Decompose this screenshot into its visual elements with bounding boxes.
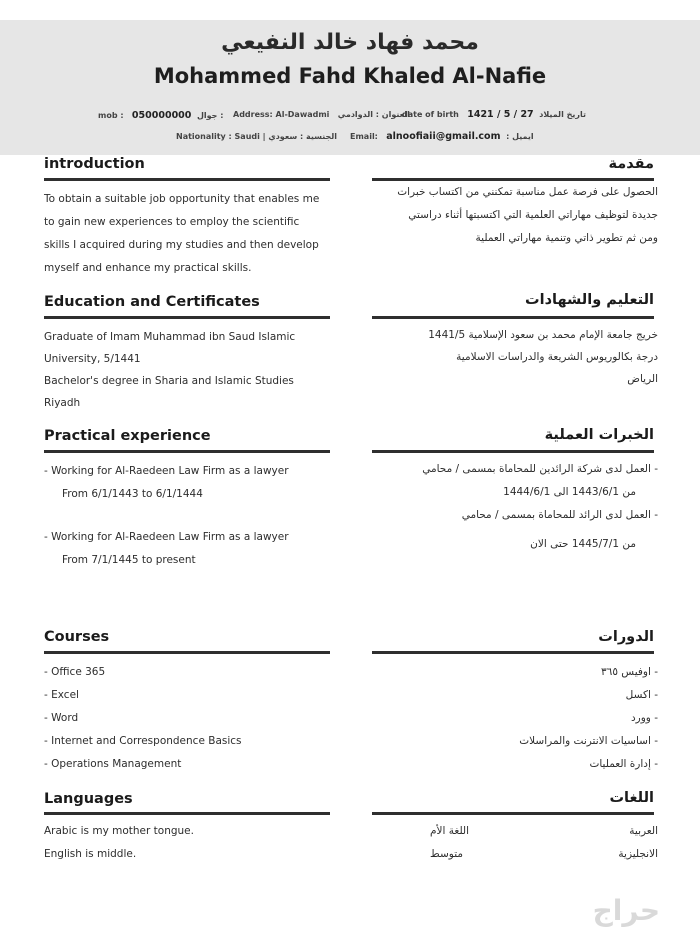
email-info: [350, 131, 534, 142]
courses-heading-ar: الدورات: [598, 629, 654, 645]
languages-rule: [44, 812, 330, 815]
course-item: - Internet and Correspondence Basics: [44, 735, 242, 747]
course-item: - اكسل: [625, 689, 658, 701]
dob-info: [402, 109, 586, 120]
course-item: - وورد: [630, 712, 658, 724]
experience-date: From 6/1/1443 to 6/1/1444: [62, 488, 203, 500]
experience-item: - Working for Al-Raedeen Law Firm as a lawyer: [44, 465, 289, 477]
text-line: Bachelor's degree in Sharia and Islamic Studies: [44, 375, 294, 387]
experience-heading-ar: الخبرات العملية: [544, 427, 654, 443]
email-label: Email:: [350, 132, 378, 141]
mobile-value: 050000000: [131, 110, 192, 121]
text-line: Graduate of Imam Muhammad ibn Saud Islamic: [44, 331, 296, 343]
experience-rule-ar: [372, 450, 654, 453]
experience-item: - العمل لدى شركة الرائدين للمحاماة بمسمى / محامي: [422, 463, 658, 475]
dob-value: 1421 / 5 / 27: [467, 109, 534, 120]
language-level: اللغة الأم: [430, 825, 470, 837]
text-line: الحصول على فرصة عمل مناسبة تمكنني من اكتساب خبرات: [397, 186, 658, 198]
watermark-logo: حراج: [592, 894, 660, 927]
course-item: - اوفيس ٣٦٥: [601, 666, 658, 678]
course-item: - إدارة العمليات: [589, 758, 658, 770]
text-line: University, 5/1441: [44, 353, 141, 365]
introduction-heading: introduction: [44, 156, 145, 172]
text-line: الرياض: [627, 373, 658, 385]
education-text: [44, 326, 334, 414]
experience-date: من 1443/6/1 الى 1444/6/1: [503, 486, 636, 498]
mobile-label-ar: جوال :: [196, 111, 224, 120]
education-heading-ar: التعليم والشهادات: [525, 292, 654, 308]
courses-heading: Courses: [44, 629, 110, 645]
language-line: English is middle.: [44, 848, 137, 860]
languages-rule-ar: [372, 812, 654, 815]
text-line: جديدة لتوظيف مهاراتي العلمية التي اكتسبتها أثناء دراستي: [408, 209, 658, 221]
language-line: Arabic is my mother tongue.: [44, 825, 194, 837]
language-row: [430, 820, 658, 843]
experience-list: [44, 460, 334, 572]
text-line: to gain new experiences to employ the scientific: [44, 216, 300, 228]
text-line: ومن ثم تطوير ذاتي وتنمية مهاراتي العملية: [475, 232, 658, 244]
languages-text: [44, 820, 334, 866]
text-line: Riyadh: [44, 397, 81, 409]
email-value: alnoofiaii@gmail.com: [386, 131, 501, 142]
courses-rule-ar: [372, 651, 654, 654]
text-line: skills I acquired during my studies and then develop: [44, 239, 319, 251]
introduction-text-ar: [372, 181, 658, 250]
dob-label: date of birth: [402, 110, 459, 119]
name-arabic: محمد فهاد خالد النفيعي: [221, 30, 479, 55]
introduction-heading-ar: مقدمة: [608, 156, 654, 172]
course-item: - Office 365: [44, 666, 106, 678]
name-english: Mohammed Fahd Khaled Al-Nafie: [153, 64, 547, 88]
language-name: الانجليزية: [618, 848, 658, 860]
courses-rule: [44, 651, 330, 654]
email-label-ar: : ايميل: [506, 132, 534, 141]
courses-list-ar: [372, 661, 658, 776]
experience-date: من 1445/7/1 حتى الان: [530, 538, 636, 550]
dob-label-ar: تاريخ الميلاد: [539, 110, 586, 119]
experience-heading: Practical experience: [44, 428, 211, 444]
introduction-rule: [44, 178, 330, 181]
language-row: [430, 843, 658, 866]
text-line: درجة بكالوريوس الشريعة والدراسات الاسلامية: [456, 351, 658, 363]
experience-item: - العمل لدى الرائد للمحاماة بمسمى / محامي: [461, 509, 658, 521]
text-line: To obtain a suitable job opportunity that enables me: [44, 193, 320, 205]
courses-list: [44, 661, 334, 776]
experience-date: From 7/1/1445 to present: [62, 554, 196, 566]
education-rule: [44, 316, 330, 319]
mobile-label: mob :: [98, 111, 124, 120]
address-label-ar: العنوان : الدوادمي: [337, 110, 410, 119]
course-item: - Operations Management: [44, 758, 182, 770]
course-item: - Word: [44, 712, 79, 724]
course-item: - Excel: [44, 689, 79, 701]
education-text-ar: [372, 324, 658, 390]
text-line: خريج جامعة الإمام محمد بن سعود الإسلامية 1441/5: [428, 329, 658, 341]
experience-list-ar: [372, 458, 658, 556]
nationality-info: Nationality : Saudi | الجنسية : سعودي: [176, 132, 337, 141]
education-rule-ar: [372, 316, 654, 319]
introduction-text: [44, 188, 334, 280]
languages-text-ar: [430, 820, 658, 866]
experience-rule: [44, 450, 330, 453]
mobile-info: [98, 110, 223, 121]
address-label: Address: Al-Dawadmi: [233, 110, 330, 119]
language-level: متوسط: [430, 848, 463, 860]
address-info: [233, 110, 410, 119]
education-heading: Education and Certificates: [44, 294, 260, 310]
languages-heading: Languages: [44, 791, 133, 807]
text-line: myself and enhance my practical skills.: [44, 262, 252, 274]
languages-heading-ar: اللغات: [609, 790, 654, 806]
experience-item: - Working for Al-Raedeen Law Firm as a lawyer: [44, 531, 289, 543]
language-name: العربية: [629, 825, 658, 837]
course-item: - اساسيات الانترنت والمراسلات: [519, 735, 658, 747]
